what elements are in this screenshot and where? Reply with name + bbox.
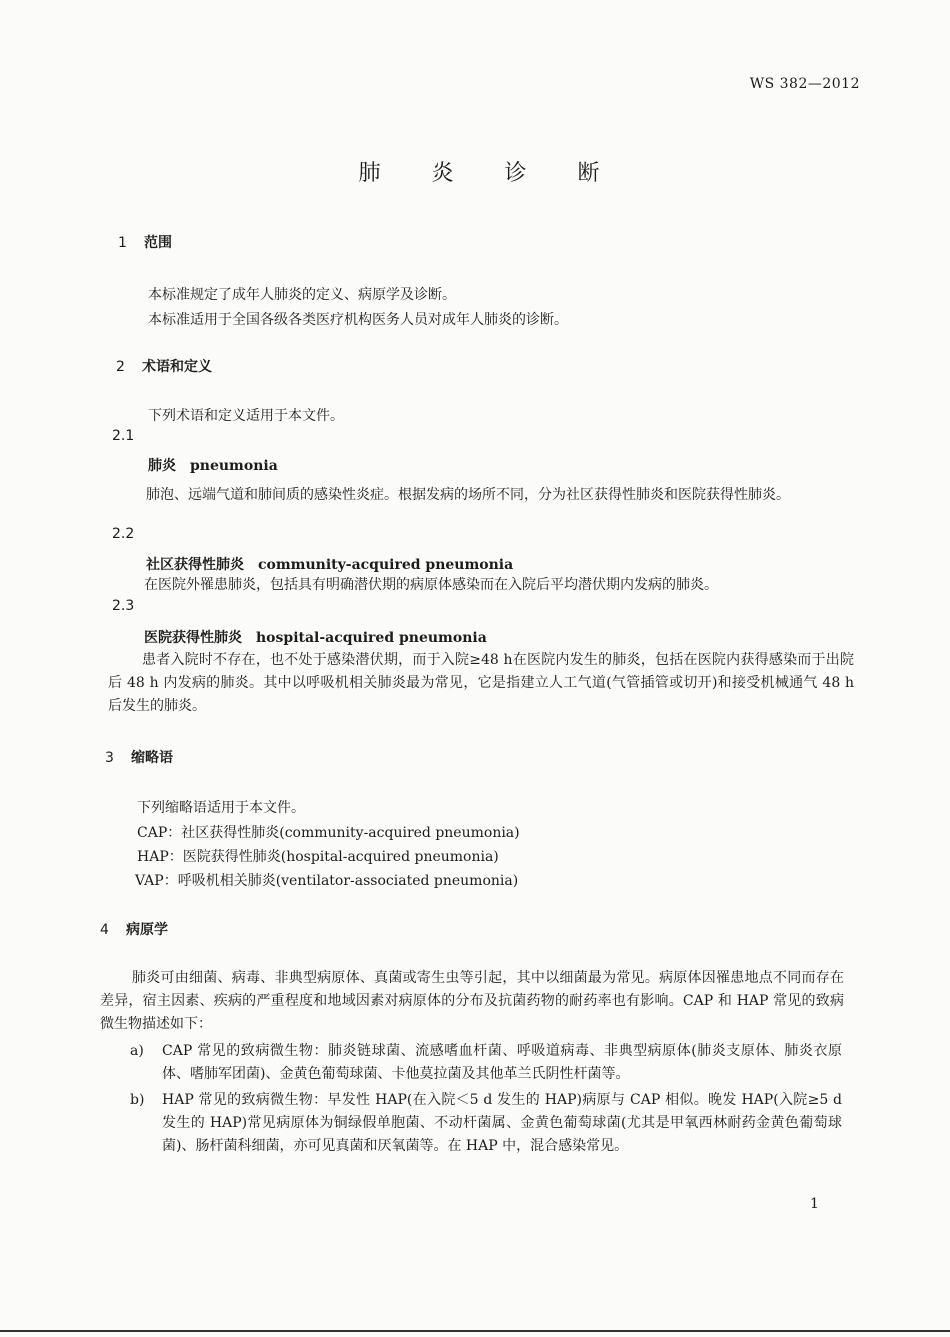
standard-code: WS 382—2012: [749, 76, 860, 92]
list-label: a): [130, 1043, 144, 1059]
section-title: 病原学: [126, 922, 168, 938]
section-number: 3: [105, 750, 114, 766]
section-title: 术语和定义: [142, 359, 212, 375]
section-title: 范围: [144, 235, 172, 251]
section-number: 4: [100, 922, 109, 938]
term-title: [144, 627, 487, 647]
section-3-heading: [105, 747, 173, 767]
term-number: 2.3: [112, 598, 135, 614]
term-zh: 医院获得性肺炎: [144, 630, 242, 646]
section-number: 1: [118, 235, 127, 251]
terms-intro: 下列术语和定义适用于本文件。: [148, 408, 344, 424]
abbr-cap: CAP：社区获得性肺炎(community-acquired pneumonia): [137, 825, 520, 841]
abbr-intro: 下列缩略语适用于本文件。: [137, 800, 305, 816]
term-en: pneumonia: [190, 458, 278, 474]
etiology-paragraph: 肺炎可由细菌、病毒、非典型病原体、真菌或寄生虫等引起，其中以细菌最为常见。病原体因罹患地点不同而存在差异，宿主因素、疾病的严重程度和地域因素对病原体的分布及抗菌药物的耐药率也有影响。CAP 和 HAP 常见的致病微生物描述如下：: [100, 970, 844, 1032]
section-4-heading: [100, 919, 168, 939]
document-title: 肺 炎 诊 断: [358, 161, 622, 186]
list-text: HAP 常见的致病微生物：早发性 HAP(在入院＜5 d 发生的 HAP)病原与 CAP 相似。晚发 HAP(入院≥5 d 发生的 HAP)常见病原体为铜绿假单胞菌、不动杆菌属、金黄色葡萄球菌(尤其是甲氧西林耐药金黄色葡萄球菌)、肠杆菌科细菌，亦可见真菌和厌氧菌等。在 HAP 中，混合感染常见。: [162, 1092, 842, 1154]
term-zh: 社区获得性肺炎: [146, 557, 244, 573]
scope-line-1: 本标准规定了成年人肺炎的定义、病原学及诊断。: [148, 287, 456, 303]
term-zh: 肺炎: [148, 458, 176, 474]
section-title: 缩略语: [131, 750, 173, 766]
term-title: [148, 455, 278, 475]
term-en: hospital-acquired pneumonia: [256, 630, 487, 646]
list-text: CAP 常见的致病微生物：肺炎链球菌、流感嗜血杆菌、呼吸道病毒、非典型病原体(肺炎支原体、肺炎衣原体、嗜肺军团菌)、金黄色葡萄球菌、卡他莫拉菌及其他革兰氏阴性杆菌等。: [162, 1043, 842, 1082]
abbr-hap: HAP：医院获得性肺炎(hospital-acquired pneumonia): [137, 849, 499, 865]
bottom-rule: [0, 1330, 950, 1332]
term-definition: 在医院外罹患肺炎，包括具有明确潜伏期的病原体感染而在入院后平均潜伏期内发病的肺炎。: [144, 577, 718, 593]
term-definition: 肺泡、远端气道和肺间质的感染性炎症。根据发病的场所不同，分为社区获得性肺炎和医院获得性肺炎。: [146, 487, 790, 503]
term-title: [146, 554, 513, 574]
term-number: 2.1: [112, 428, 135, 444]
list-item: [130, 1089, 842, 1158]
section-1-heading: [118, 232, 172, 252]
section-number: 2: [116, 359, 125, 375]
scope-line-2: 本标准适用于全国各级各类医疗机构医务人员对成年人肺炎的诊断。: [148, 312, 568, 328]
list-item: [130, 1040, 842, 1086]
term-definition: 患者入院时不存在，也不处于感染潜伏期，而于入院≥48 h在医院内发生的肺炎，包括在医院内获得感染而于出院后 48 h 内发病的肺炎。其中以呼吸机相关肺炎最为常见，它是指建立人工气道(气管插管或切开)和接受机械通气 48 h 后发生的肺炎。: [108, 652, 854, 714]
section-2-heading: [116, 356, 212, 376]
abbr-vap: VAP：呼吸机相关肺炎(ventilator-associated pneumonia): [135, 873, 519, 889]
term-en: community-acquired pneumonia: [258, 557, 514, 573]
list-label: b): [130, 1092, 145, 1108]
page-number: 1: [810, 1196, 819, 1212]
term-number: 2.2: [112, 526, 135, 542]
